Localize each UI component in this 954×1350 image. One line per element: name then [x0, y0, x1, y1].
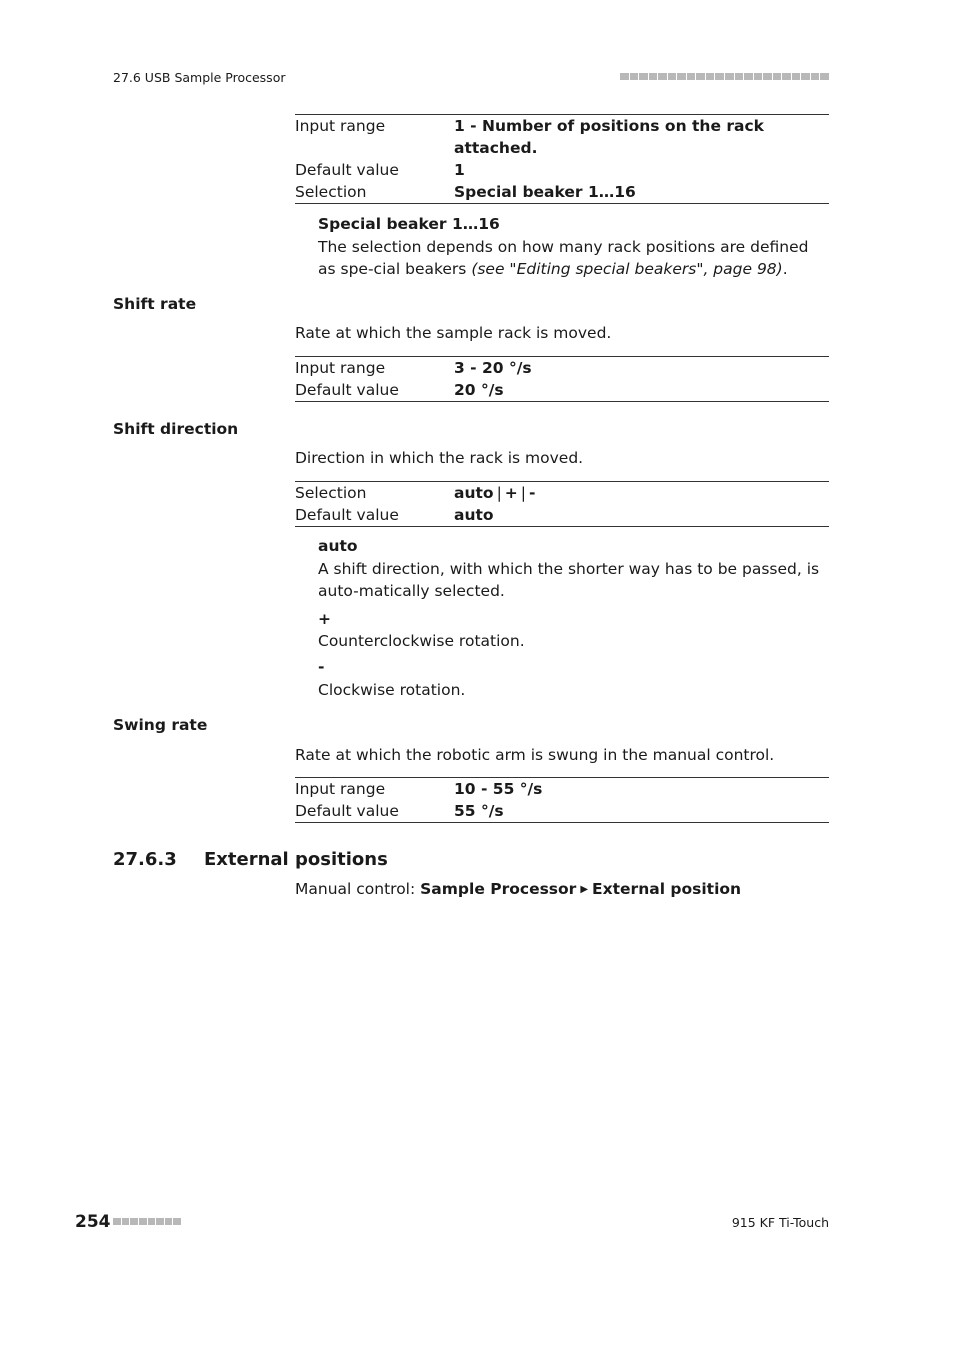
option-auto: auto [454, 484, 494, 502]
param-key: Default value [295, 161, 399, 179]
menu-path-item: Sample Processor [420, 880, 577, 898]
param-value: auto [454, 504, 829, 527]
table-row [295, 115, 829, 160]
param-value: 1 [454, 161, 465, 179]
header-decoration [620, 73, 829, 80]
table-row [295, 159, 829, 181]
param-key: Input range [295, 778, 454, 801]
definition-term: - [318, 658, 325, 676]
param-value: 55 °/s [454, 800, 829, 823]
param-key: Default value [295, 379, 454, 402]
swing-rate-description: Rate at which the robotic arm is swung in the manual control. [295, 746, 775, 764]
definition-term: + [318, 610, 331, 628]
table-row [295, 778, 829, 801]
arrow-right-icon: ▶ [580, 884, 589, 895]
menu-path-item: External position [592, 880, 742, 898]
param-value: Special beaker 1…16 [454, 181, 829, 204]
param-key: Default value [295, 800, 454, 823]
section-number: 27.6.3 [113, 849, 177, 870]
swing-rate-table [295, 777, 829, 823]
section-title: External positions [204, 849, 388, 870]
footer-decoration [113, 1218, 181, 1225]
param-key: Selection [295, 482, 454, 505]
option-separator: | [496, 484, 502, 502]
table-row [295, 482, 829, 505]
swing-rate-heading: Swing rate [113, 716, 208, 734]
table-row [295, 181, 829, 204]
param-value [454, 482, 829, 505]
param-key: Input range [295, 357, 454, 380]
page-number: 254 [75, 1212, 111, 1232]
shift-rate-table [295, 356, 829, 402]
definition-text: Clockwise rotation. [318, 681, 466, 699]
param-key: Input range [295, 115, 454, 160]
special-beaker-term: Special beaker 1…16 [318, 215, 500, 233]
shift-direction-table [295, 481, 829, 527]
shift-direction-description: Direction in which the rack is moved. [295, 449, 584, 467]
definition-text: Counterclockwise rotation. [318, 632, 525, 650]
param-value: 20 °/s [454, 379, 829, 402]
param-key: Default value [295, 504, 454, 527]
special-beaker-body: The selection depends on how many rack positions are defined as spe-cial beakers [318, 238, 809, 278]
definition-text: A shift direction, with which the shorter way has to be passed, is auto-matically selected. [318, 560, 820, 600]
product-name: 915 KF Ti-Touch [731, 1215, 829, 1230]
param-key: Selection [295, 181, 454, 204]
definition-term: auto [318, 537, 358, 555]
table-row [295, 800, 829, 823]
table-row [295, 504, 829, 527]
option-separator: | [520, 484, 527, 502]
special-beaker-text [318, 236, 829, 280]
cross-reference-link[interactable]: (see "Editing special beakers", page 98) [471, 260, 783, 278]
option-minus: - [529, 484, 536, 502]
special-beaker-end: . [782, 260, 788, 278]
menu-path [295, 878, 741, 901]
table-row [295, 379, 829, 402]
param-value: 10 - 55 °/s [454, 778, 829, 801]
shift-rate-description: Rate at which the sample rack is moved. [295, 324, 612, 342]
running-header: 27.6 USB Sample Processor [113, 70, 286, 85]
param-value: 1 - Number of positions on the rack attached. [454, 115, 829, 160]
table-row [295, 357, 829, 380]
param-value: 3 - 20 °/s [454, 357, 829, 380]
shift-rate-heading: Shift rate [113, 295, 197, 313]
menu-path-label: Manual control: [295, 880, 421, 898]
shift-direction-heading: Shift direction [113, 420, 239, 438]
option-plus: + [504, 484, 518, 502]
rack-parameter-table [295, 114, 829, 204]
